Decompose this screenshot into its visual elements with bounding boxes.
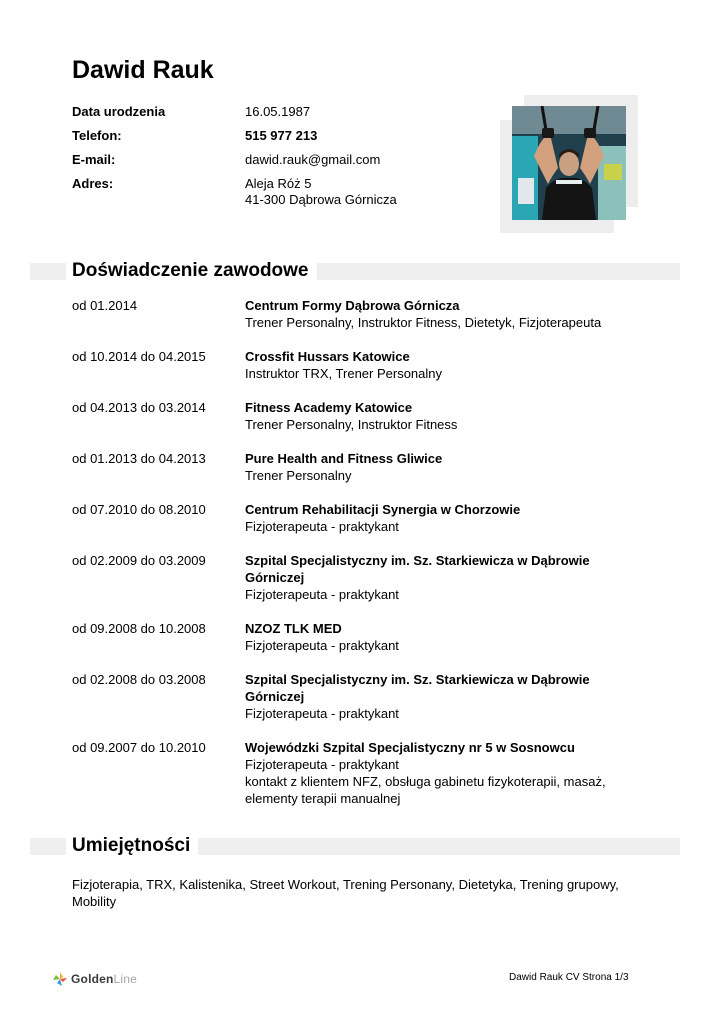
info-row-phone (72, 128, 472, 144)
experience-role: Trener Personalny (245, 468, 352, 483)
experience-role: Fizjoterapeuta - praktykant (245, 757, 399, 772)
info-label: E-mail: (72, 152, 116, 167)
experience-date: od 01.2014 (72, 298, 138, 313)
experience-role: Trener Personalny, Instruktor Fitness (245, 417, 458, 432)
profile-photo (512, 106, 626, 220)
experience-role: Instruktor TRX, Trener Personalny (245, 366, 443, 381)
experience-date: od 04.2013 do 03.2014 (72, 400, 206, 415)
info-value: 16.05.1987 (245, 104, 311, 119)
page-footer: Dawid Rauk CV Strona 1/3 (509, 972, 629, 983)
experience-date: od 02.2009 do 03.2009 (72, 553, 206, 568)
experience-list (72, 297, 652, 807)
skills-text: Fizjoterapia, TRX, Kalistenika, Street Workout, Trening Personany, Dietetyka, Trening grupowy, Mobility (72, 877, 619, 909)
experience-description: kontakt z klientem NFZ, obsługa gabinetu fizykoterapii, masaż, elementy terapii manualnej (245, 774, 606, 806)
experience-date: od 07.2010 do 08.2010 (72, 502, 206, 517)
info-row-address (72, 176, 472, 208)
experience-company: Wojewódzki Szpital Specjalistyczny nr 5 w Sosnowcu (245, 740, 575, 755)
experience-item (72, 450, 652, 484)
section-header-experience (30, 258, 680, 286)
experience-item (72, 552, 652, 603)
personal-info (72, 104, 472, 216)
info-value: dawid.rauk@gmail.com (245, 152, 381, 167)
experience-company: Szpital Specjalistyczny im. Sz. Starkiewicza w Dąbrowie Górniczej (245, 672, 590, 704)
experience-item (72, 501, 652, 535)
experience-role: Fizjoterapeuta - praktykant (245, 706, 399, 721)
section-header-skills (30, 833, 680, 861)
experience-item (72, 739, 652, 807)
section-title: Umiejętności (66, 833, 198, 859)
section-title: Doświadczenie zawodowe (66, 258, 317, 284)
experience-item (72, 297, 652, 331)
experience-item (72, 620, 652, 654)
info-label: Data urodzenia (72, 104, 166, 119)
experience-company: Fitness Academy Katowice (245, 400, 413, 415)
experience-item (72, 399, 652, 433)
experience-company: Szpital Specjalistyczny im. Sz. Starkiewicza w Dąbrowie Górniczej (245, 553, 590, 585)
experience-company: Centrum Rehabilitacji Synergia w Chorzowie (245, 502, 521, 517)
info-label: Telefon: (72, 128, 122, 143)
experience-company: Crossfit Hussars Katowice (245, 349, 410, 364)
experience-role: Fizjoterapeuta - praktykant (245, 519, 399, 534)
info-label: Adres: (72, 176, 114, 191)
experience-company: Pure Health and Fitness Gliwice (245, 451, 443, 466)
experience-role: Trener Personalny, Instruktor Fitness, Dietetyk, Fizjoterapeuta (245, 315, 602, 330)
profile-photo-image (512, 106, 626, 220)
info-row-email (72, 152, 472, 168)
goldenline-logo (52, 971, 137, 987)
logo-text-light: Line (113, 972, 138, 986)
experience-date: od 09.2007 do 10.2010 (72, 740, 206, 755)
experience-item (72, 348, 652, 382)
info-row-birthdate (72, 104, 472, 120)
experience-role: Fizjoterapeuta - praktykant (245, 587, 399, 602)
info-value: 515 977 213 (245, 128, 318, 143)
experience-item (72, 671, 652, 722)
experience-company: NZOZ TLK MED (245, 621, 342, 636)
experience-date: od 09.2008 do 10.2008 (72, 621, 206, 636)
experience-company: Centrum Formy Dąbrowa Górnicza (245, 298, 460, 313)
experience-date: od 02.2008 do 03.2008 (72, 672, 206, 687)
experience-date: od 01.2013 do 04.2013 (72, 451, 206, 466)
goldenline-logo-icon (52, 971, 68, 987)
info-value: Aleja Róż 5 41-300 Dąbrowa Górnicza (245, 176, 397, 207)
logo-text-bold: Golden (71, 972, 114, 986)
experience-date: od 10.2014 do 04.2015 (72, 349, 206, 364)
experience-role: Fizjoterapeuta - praktykant (245, 638, 399, 653)
cv-name: Dawid Rauk (72, 56, 214, 84)
